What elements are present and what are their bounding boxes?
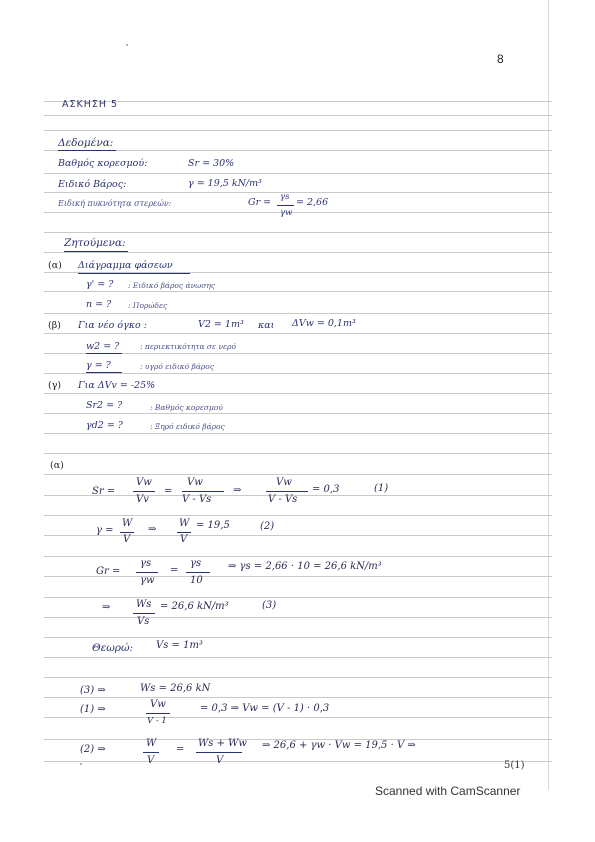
- speck: [126, 44, 128, 46]
- step2-continued: 5(1): [504, 760, 525, 771]
- part-b-label: (β): [48, 320, 61, 331]
- step2-f1-num: W: [146, 738, 157, 749]
- margin-line: [548, 0, 549, 790]
- part-c-label: (γ): [48, 380, 62, 391]
- fraction-bar: [146, 713, 170, 714]
- ruled-line: [44, 597, 552, 598]
- step3-eq: Ws = 26,6 kN: [140, 683, 211, 694]
- eq1-f2-num: Vw: [187, 477, 203, 488]
- ruled-line: [44, 637, 552, 638]
- unknown-c2: γd2 = ?: [86, 420, 123, 431]
- eq1-tag: (1): [374, 483, 389, 494]
- solution-a-label: (α): [50, 460, 64, 471]
- given-3-num: γs: [280, 192, 290, 202]
- ruled-line: [44, 677, 552, 678]
- given-3-label: Ειδική πυκνότητα στερεών:: [58, 199, 172, 208]
- ruled-line: [44, 173, 552, 174]
- ruled-line: [44, 252, 552, 253]
- text-underline: [78, 273, 190, 274]
- ruled-line: [44, 291, 552, 292]
- given-2-label: Ειδικό Βάρος:: [58, 179, 127, 190]
- ruled-line: [44, 474, 552, 475]
- ruled-line: [44, 232, 552, 233]
- eq2-arrow: ⇒: [148, 524, 157, 535]
- part-b-and: και: [258, 320, 275, 331]
- ruled-line: [44, 101, 552, 102]
- fraction-bar: [186, 572, 210, 573]
- unknown-c1: Sr2 = ?: [86, 400, 123, 411]
- exercise-title: ΑΣΚΗΣΗ 5: [62, 99, 119, 110]
- heading-underline: [64, 251, 128, 252]
- part-a-label: (α): [48, 260, 62, 271]
- eq2-f2-num: W: [179, 518, 190, 529]
- eq4-arrow: ⇒: [102, 602, 111, 613]
- unknown-a2-desc: : Πορώδες: [128, 301, 168, 310]
- eq3-lhs: Gr =: [96, 566, 121, 577]
- unknowns-heading: Ζητούμενα:: [64, 237, 126, 249]
- fraction-bar: [266, 491, 308, 492]
- ruled-line: [44, 313, 552, 314]
- step2-tag: (2) ⇒: [80, 744, 106, 755]
- ruled-line: [44, 433, 552, 434]
- part-a-text: Διάγραμμα φάσεων: [78, 260, 173, 271]
- unknown-b1: w2 = ?: [86, 341, 120, 352]
- ruled-line: [44, 192, 552, 193]
- ruled-line: [44, 333, 552, 334]
- ruled-line: [44, 697, 552, 698]
- ruled-line: [44, 212, 552, 213]
- given-2-value: γ = 19,5 kN/m³: [188, 178, 262, 189]
- eq1-f3-den: V - Vs: [268, 494, 298, 505]
- eq1-rhs: = 0,3: [312, 484, 340, 495]
- unknown-c1-desc: : Βαθμός κορεσμού: [150, 403, 223, 412]
- var-underline: [86, 353, 122, 354]
- eq1-f3-num: Vw: [276, 477, 292, 488]
- ruled-line: [44, 556, 552, 557]
- given-1-value: Sr = 30%: [188, 158, 235, 169]
- assume-label: Θεωρώ:: [92, 642, 134, 654]
- eq3-eq: =: [170, 565, 179, 576]
- eq2-f2-den: V: [180, 534, 188, 545]
- eq3-rhs: ⇒ γs = 2,66 · 10 = 26,6 kN/m³: [228, 561, 382, 572]
- fraction-bar: [133, 613, 155, 614]
- heading-underline: [58, 150, 116, 151]
- step3-tag: (3) ⇒: [80, 685, 106, 696]
- eq3-f2-den: 10: [190, 575, 203, 586]
- unknown-b1-desc: : περιεκτικότητα σε νερό: [140, 342, 236, 351]
- fraction-bar: [177, 532, 191, 533]
- eq2-f1-den: V: [123, 534, 131, 545]
- eq1-f2-den: V - Vs: [182, 494, 212, 505]
- step1-tag: (1) ⇒: [80, 704, 106, 715]
- eq2-lhs: γ =: [96, 525, 114, 536]
- unknown-b2-desc: : υγρό ειδικό βάρος: [140, 362, 215, 371]
- unknown-a1-desc: : Ειδικό βάρος άνωσης: [128, 281, 216, 290]
- step2-f2-den: V: [216, 755, 224, 766]
- step2-f1-den: V: [147, 755, 155, 766]
- eq3-f1-den: γw: [140, 575, 155, 586]
- fraction-bar: [182, 491, 224, 492]
- speck: [80, 763, 82, 765]
- eq2-tag: (2): [260, 521, 275, 532]
- given-3-lhs: Gr =: [248, 197, 272, 208]
- ruled-line: [44, 150, 552, 151]
- part-b-eq1: V2 = 1m³: [198, 319, 244, 330]
- unknown-a2: n = ?: [86, 299, 112, 310]
- step1-num: Vw: [150, 699, 166, 710]
- ruled-line: [44, 657, 552, 658]
- fraction-bar: [133, 491, 155, 492]
- page-number: 8: [497, 52, 504, 66]
- unknown-c2-desc: : Ξηρό ειδικό βάρος: [150, 422, 225, 431]
- eq2-f1-num: W: [122, 518, 133, 529]
- eq1-arrow: ⇒: [233, 485, 242, 496]
- ruled-line: [44, 393, 552, 394]
- fraction-bar: [120, 532, 134, 533]
- givens-heading: Δεδομένα:: [58, 137, 114, 149]
- step1-rhs: = 0,3 ⇒ Vw = (V - 1) · 0,3: [200, 703, 330, 714]
- ruled-line: [44, 717, 552, 718]
- given-1-label: Βαθμός κορεσμού:: [58, 158, 148, 169]
- ruled-line: [44, 617, 552, 618]
- eq1-eq: =: [164, 486, 173, 497]
- ruled-line: [44, 453, 552, 454]
- ruled-line: [44, 115, 552, 116]
- eq3-f2-num: γs: [190, 558, 202, 569]
- ruled-line: [44, 495, 552, 496]
- ruled-line: [44, 130, 552, 131]
- ruled-line: [44, 535, 552, 536]
- eq1-lhs: Sr =: [92, 486, 116, 497]
- part-c-text: Για ΔVv = -25%: [78, 380, 156, 391]
- fraction-bar: [277, 205, 294, 206]
- eq1-f1-den: Vv: [136, 494, 149, 505]
- eq1-f1-num: Vw: [136, 477, 152, 488]
- given-3-rhs: = 2,66: [296, 197, 329, 208]
- step2-eq: =: [176, 744, 185, 755]
- eq4-tag: (3): [262, 600, 277, 611]
- unknown-b2: γ = ?: [86, 360, 111, 371]
- eq3-f1-num: γs: [140, 558, 152, 569]
- ruled-line: [44, 413, 552, 414]
- var-underline: [86, 372, 122, 373]
- step1-den: V - 1: [147, 716, 167, 726]
- ruled-line: [44, 373, 552, 374]
- eq4-den: Vs: [137, 616, 150, 627]
- eq4-num: Ws: [136, 599, 152, 610]
- unknown-a1: γ' = ?: [86, 279, 114, 290]
- part-b-text: Για νέο όγκο :: [78, 320, 147, 331]
- assume-eq: Vs = 1m³: [156, 640, 203, 651]
- ruled-line: [44, 515, 552, 516]
- given-3-den: γw: [280, 208, 293, 218]
- step2-f2-num: Ws + Ww: [198, 738, 247, 749]
- fraction-bar: [143, 752, 159, 753]
- fraction-bar: [136, 572, 158, 573]
- part-b-eq2: ΔVw = 0,1m³: [292, 318, 356, 329]
- fraction-bar: [196, 752, 242, 753]
- scanner-watermark: Scanned with CamScanner: [375, 784, 521, 798]
- step2-rhs: ⇒ 26,6 + γw · Vw = 19,5 · V ⇒: [262, 740, 416, 751]
- ruled-line: [44, 761, 552, 762]
- eq2-rhs: = 19,5: [196, 520, 230, 531]
- eq4-rhs: = 26,6 kN/m³: [160, 601, 229, 612]
